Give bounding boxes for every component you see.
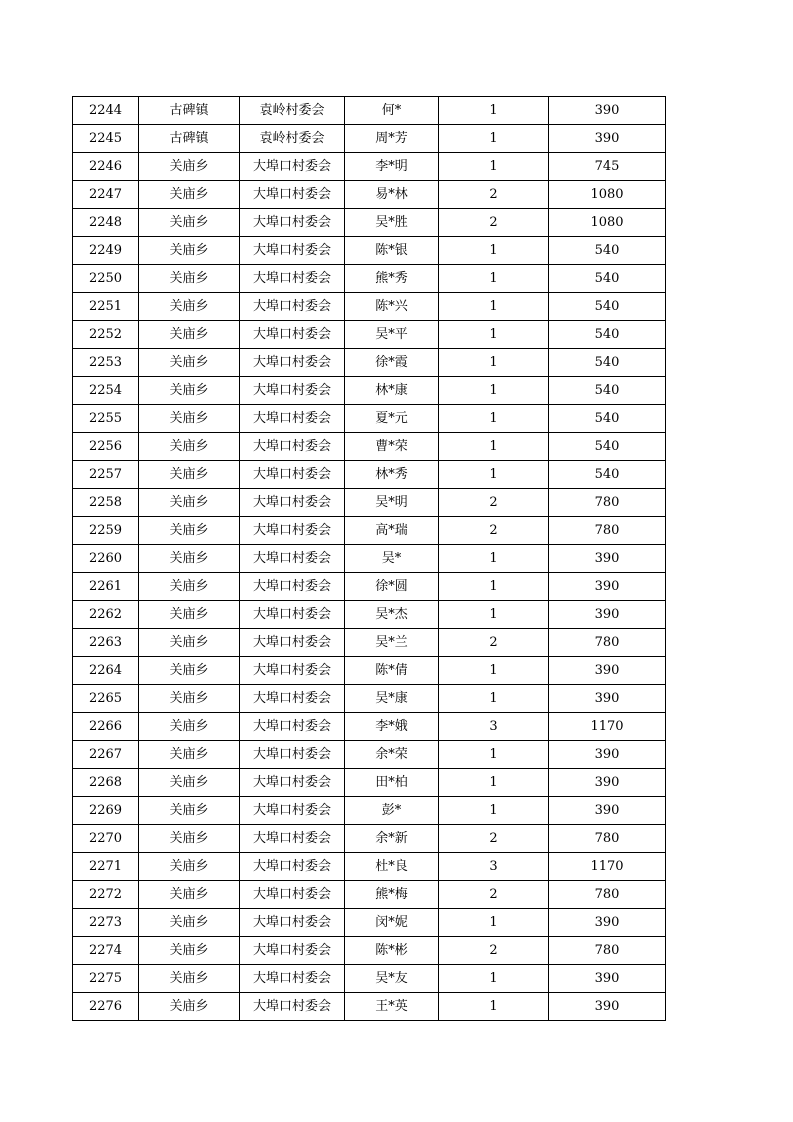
household-count-cell: 1 [439,573,549,601]
amount-cell: 390 [549,909,666,937]
household-count-cell: 2 [439,209,549,237]
household-count-cell: 2 [439,489,549,517]
household-count-cell: 1 [439,153,549,181]
table-row [73,797,666,825]
village-committee-cell: 大埠口村委会 [240,769,345,797]
person-name-cell: 徐*圆 [345,573,439,601]
row-number-cell: 2266 [73,713,139,741]
household-count-cell: 3 [439,713,549,741]
household-count-cell: 1 [439,685,549,713]
table-row [73,377,666,405]
village-committee-cell: 大埠口村委会 [240,265,345,293]
amount-cell: 540 [549,349,666,377]
township-cell: 关庙乡 [139,769,240,797]
table-row [73,237,666,265]
household-count-cell: 2 [439,517,549,545]
person-name-cell: 徐*霞 [345,349,439,377]
amount-cell: 540 [549,433,666,461]
township-cell: 关庙乡 [139,909,240,937]
amount-cell: 745 [549,153,666,181]
village-committee-cell: 大埠口村委会 [240,545,345,573]
amount-cell: 390 [549,545,666,573]
township-cell: 关庙乡 [139,657,240,685]
table-row [73,97,666,125]
household-count-cell: 1 [439,265,549,293]
table-row [73,965,666,993]
township-cell: 关庙乡 [139,349,240,377]
table-row [73,517,666,545]
row-number-cell: 2256 [73,433,139,461]
row-number-cell: 2267 [73,741,139,769]
amount-cell: 540 [549,293,666,321]
table-row [73,825,666,853]
table-row [73,349,666,377]
amount-cell: 390 [549,993,666,1021]
township-cell: 关庙乡 [139,937,240,965]
household-count-cell: 2 [439,181,549,209]
amount-cell: 780 [549,489,666,517]
township-cell: 关庙乡 [139,741,240,769]
household-count-cell: 1 [439,433,549,461]
person-name-cell: 王*英 [345,993,439,1021]
person-name-cell: 陈*彬 [345,937,439,965]
household-count-cell: 1 [439,909,549,937]
household-count-cell: 1 [439,993,549,1021]
village-committee-cell: 大埠口村委会 [240,825,345,853]
township-cell: 关庙乡 [139,517,240,545]
amount-cell: 1170 [549,713,666,741]
person-name-cell: 陈*银 [345,237,439,265]
township-cell: 关庙乡 [139,181,240,209]
township-cell: 关庙乡 [139,433,240,461]
village-committee-cell: 大埠口村委会 [240,405,345,433]
row-number-cell: 2251 [73,293,139,321]
amount-cell: 1080 [549,181,666,209]
person-name-cell: 闵*妮 [345,909,439,937]
township-cell: 关庙乡 [139,797,240,825]
row-number-cell: 2246 [73,153,139,181]
household-count-cell: 1 [439,377,549,405]
table-row [73,153,666,181]
roster-table [72,96,666,1021]
roster-table-body [73,97,666,1021]
row-number-cell: 2257 [73,461,139,489]
table-row [73,405,666,433]
table-row [73,573,666,601]
household-count-cell: 2 [439,881,549,909]
table-row [73,125,666,153]
village-committee-cell: 大埠口村委会 [240,573,345,601]
person-name-cell: 田*柏 [345,769,439,797]
row-number-cell: 2247 [73,181,139,209]
amount-cell: 390 [549,97,666,125]
person-name-cell: 余*新 [345,825,439,853]
household-count-cell: 1 [439,965,549,993]
table-row [73,181,666,209]
amount-cell: 390 [549,769,666,797]
village-committee-cell: 大埠口村委会 [240,237,345,265]
village-committee-cell: 大埠口村委会 [240,741,345,769]
table-row [73,209,666,237]
household-count-cell: 1 [439,741,549,769]
table-row [73,937,666,965]
household-count-cell: 1 [439,657,549,685]
amount-cell: 540 [549,237,666,265]
amount-cell: 1170 [549,853,666,881]
person-name-cell: 吴*平 [345,321,439,349]
township-cell: 关庙乡 [139,853,240,881]
table-row [73,853,666,881]
person-name-cell: 何* [345,97,439,125]
table-row [73,601,666,629]
township-cell: 关庙乡 [139,461,240,489]
household-count-cell: 3 [439,853,549,881]
table-row [73,769,666,797]
table-row [73,713,666,741]
amount-cell: 390 [549,741,666,769]
table-row [73,293,666,321]
household-count-cell: 2 [439,825,549,853]
person-name-cell: 林*康 [345,377,439,405]
person-name-cell: 吴*康 [345,685,439,713]
person-name-cell: 李*娥 [345,713,439,741]
household-count-cell: 1 [439,237,549,265]
village-committee-cell: 大埠口村委会 [240,433,345,461]
row-number-cell: 2274 [73,937,139,965]
village-committee-cell: 大埠口村委会 [240,965,345,993]
person-name-cell: 林*秀 [345,461,439,489]
village-committee-cell: 大埠口村委会 [240,629,345,657]
household-count-cell: 2 [439,629,549,657]
table-row [73,881,666,909]
row-number-cell: 2264 [73,657,139,685]
table-row [73,909,666,937]
table-row [73,545,666,573]
row-number-cell: 2260 [73,545,139,573]
row-number-cell: 2253 [73,349,139,377]
row-number-cell: 2273 [73,909,139,937]
village-committee-cell: 大埠口村委会 [240,153,345,181]
township-cell: 关庙乡 [139,825,240,853]
row-number-cell: 2269 [73,797,139,825]
village-committee-cell: 大埠口村委会 [240,489,345,517]
amount-cell: 780 [549,937,666,965]
row-number-cell: 2262 [73,601,139,629]
village-committee-cell: 大埠口村委会 [240,349,345,377]
person-name-cell: 杜*良 [345,853,439,881]
village-committee-cell: 大埠口村委会 [240,853,345,881]
amount-cell: 1080 [549,209,666,237]
row-number-cell: 2261 [73,573,139,601]
row-number-cell: 2276 [73,993,139,1021]
township-cell: 关庙乡 [139,209,240,237]
person-name-cell: 李*明 [345,153,439,181]
household-count-cell: 1 [439,321,549,349]
person-name-cell: 熊*秀 [345,265,439,293]
amount-cell: 780 [549,629,666,657]
village-committee-cell: 袁岭村委会 [240,97,345,125]
village-committee-cell: 大埠口村委会 [240,937,345,965]
amount-cell: 390 [549,965,666,993]
person-name-cell: 陈*倩 [345,657,439,685]
person-name-cell: 易*林 [345,181,439,209]
row-number-cell: 2252 [73,321,139,349]
table-row [73,461,666,489]
township-cell: 关庙乡 [139,293,240,321]
table-row [73,629,666,657]
township-cell: 关庙乡 [139,265,240,293]
township-cell: 关庙乡 [139,601,240,629]
township-cell: 关庙乡 [139,965,240,993]
amount-cell: 780 [549,517,666,545]
village-committee-cell: 大埠口村委会 [240,181,345,209]
township-cell: 古碑镇 [139,97,240,125]
village-committee-cell: 大埠口村委会 [240,377,345,405]
table-row [73,433,666,461]
person-name-cell: 周*芳 [345,125,439,153]
township-cell: 关庙乡 [139,377,240,405]
village-committee-cell: 大埠口村委会 [240,685,345,713]
township-cell: 关庙乡 [139,405,240,433]
household-count-cell: 2 [439,937,549,965]
village-committee-cell: 大埠口村委会 [240,461,345,489]
row-number-cell: 2263 [73,629,139,657]
township-cell: 关庙乡 [139,685,240,713]
amount-cell: 390 [549,601,666,629]
household-count-cell: 1 [439,769,549,797]
township-cell: 关庙乡 [139,629,240,657]
row-number-cell: 2265 [73,685,139,713]
row-number-cell: 2271 [73,853,139,881]
amount-cell: 390 [549,685,666,713]
amount-cell: 390 [549,657,666,685]
row-number-cell: 2259 [73,517,139,545]
village-committee-cell: 大埠口村委会 [240,209,345,237]
person-name-cell: 吴*明 [345,489,439,517]
row-number-cell: 2254 [73,377,139,405]
village-committee-cell: 大埠口村委会 [240,993,345,1021]
person-name-cell: 彭* [345,797,439,825]
amount-cell: 540 [549,405,666,433]
amount-cell: 540 [549,377,666,405]
table-row [73,321,666,349]
row-number-cell: 2250 [73,265,139,293]
household-count-cell: 1 [439,293,549,321]
village-committee-cell: 大埠口村委会 [240,909,345,937]
table-row [73,265,666,293]
row-number-cell: 2248 [73,209,139,237]
row-number-cell: 2270 [73,825,139,853]
row-number-cell: 2244 [73,97,139,125]
township-cell: 关庙乡 [139,321,240,349]
amount-cell: 540 [549,265,666,293]
table-row [73,489,666,517]
household-count-cell: 1 [439,97,549,125]
amount-cell: 390 [549,573,666,601]
row-number-cell: 2249 [73,237,139,265]
table-row [73,993,666,1021]
township-cell: 关庙乡 [139,153,240,181]
person-name-cell: 余*荣 [345,741,439,769]
person-name-cell: 曹*荣 [345,433,439,461]
row-number-cell: 2255 [73,405,139,433]
row-number-cell: 2268 [73,769,139,797]
township-cell: 关庙乡 [139,881,240,909]
township-cell: 关庙乡 [139,993,240,1021]
person-name-cell: 夏*元 [345,405,439,433]
row-number-cell: 2245 [73,125,139,153]
township-cell: 关庙乡 [139,237,240,265]
amount-cell: 540 [549,461,666,489]
township-cell: 关庙乡 [139,573,240,601]
table-row [73,657,666,685]
township-cell: 古碑镇 [139,125,240,153]
village-committee-cell: 大埠口村委会 [240,601,345,629]
village-committee-cell: 大埠口村委会 [240,881,345,909]
table-row [73,741,666,769]
person-name-cell: 吴*友 [345,965,439,993]
village-committee-cell: 大埠口村委会 [240,797,345,825]
person-name-cell: 吴*胜 [345,209,439,237]
household-count-cell: 1 [439,405,549,433]
household-count-cell: 1 [439,601,549,629]
row-number-cell: 2275 [73,965,139,993]
household-count-cell: 1 [439,461,549,489]
village-committee-cell: 大埠口村委会 [240,713,345,741]
village-committee-cell: 袁岭村委会 [240,125,345,153]
village-committee-cell: 大埠口村委会 [240,517,345,545]
household-count-cell: 1 [439,349,549,377]
township-cell: 关庙乡 [139,545,240,573]
amount-cell: 780 [549,881,666,909]
person-name-cell: 吴*杰 [345,601,439,629]
township-cell: 关庙乡 [139,713,240,741]
household-count-cell: 1 [439,797,549,825]
person-name-cell: 熊*梅 [345,881,439,909]
amount-cell: 390 [549,797,666,825]
row-number-cell: 2258 [73,489,139,517]
village-committee-cell: 大埠口村委会 [240,321,345,349]
amount-cell: 540 [549,321,666,349]
person-name-cell: 陈*兴 [345,293,439,321]
row-number-cell: 2272 [73,881,139,909]
person-name-cell: 吴* [345,545,439,573]
household-count-cell: 1 [439,545,549,573]
person-name-cell: 高*瑞 [345,517,439,545]
township-cell: 关庙乡 [139,489,240,517]
village-committee-cell: 大埠口村委会 [240,657,345,685]
village-committee-cell: 大埠口村委会 [240,293,345,321]
household-count-cell: 1 [439,125,549,153]
table-row [73,685,666,713]
amount-cell: 390 [549,125,666,153]
amount-cell: 780 [549,825,666,853]
person-name-cell: 吴*兰 [345,629,439,657]
